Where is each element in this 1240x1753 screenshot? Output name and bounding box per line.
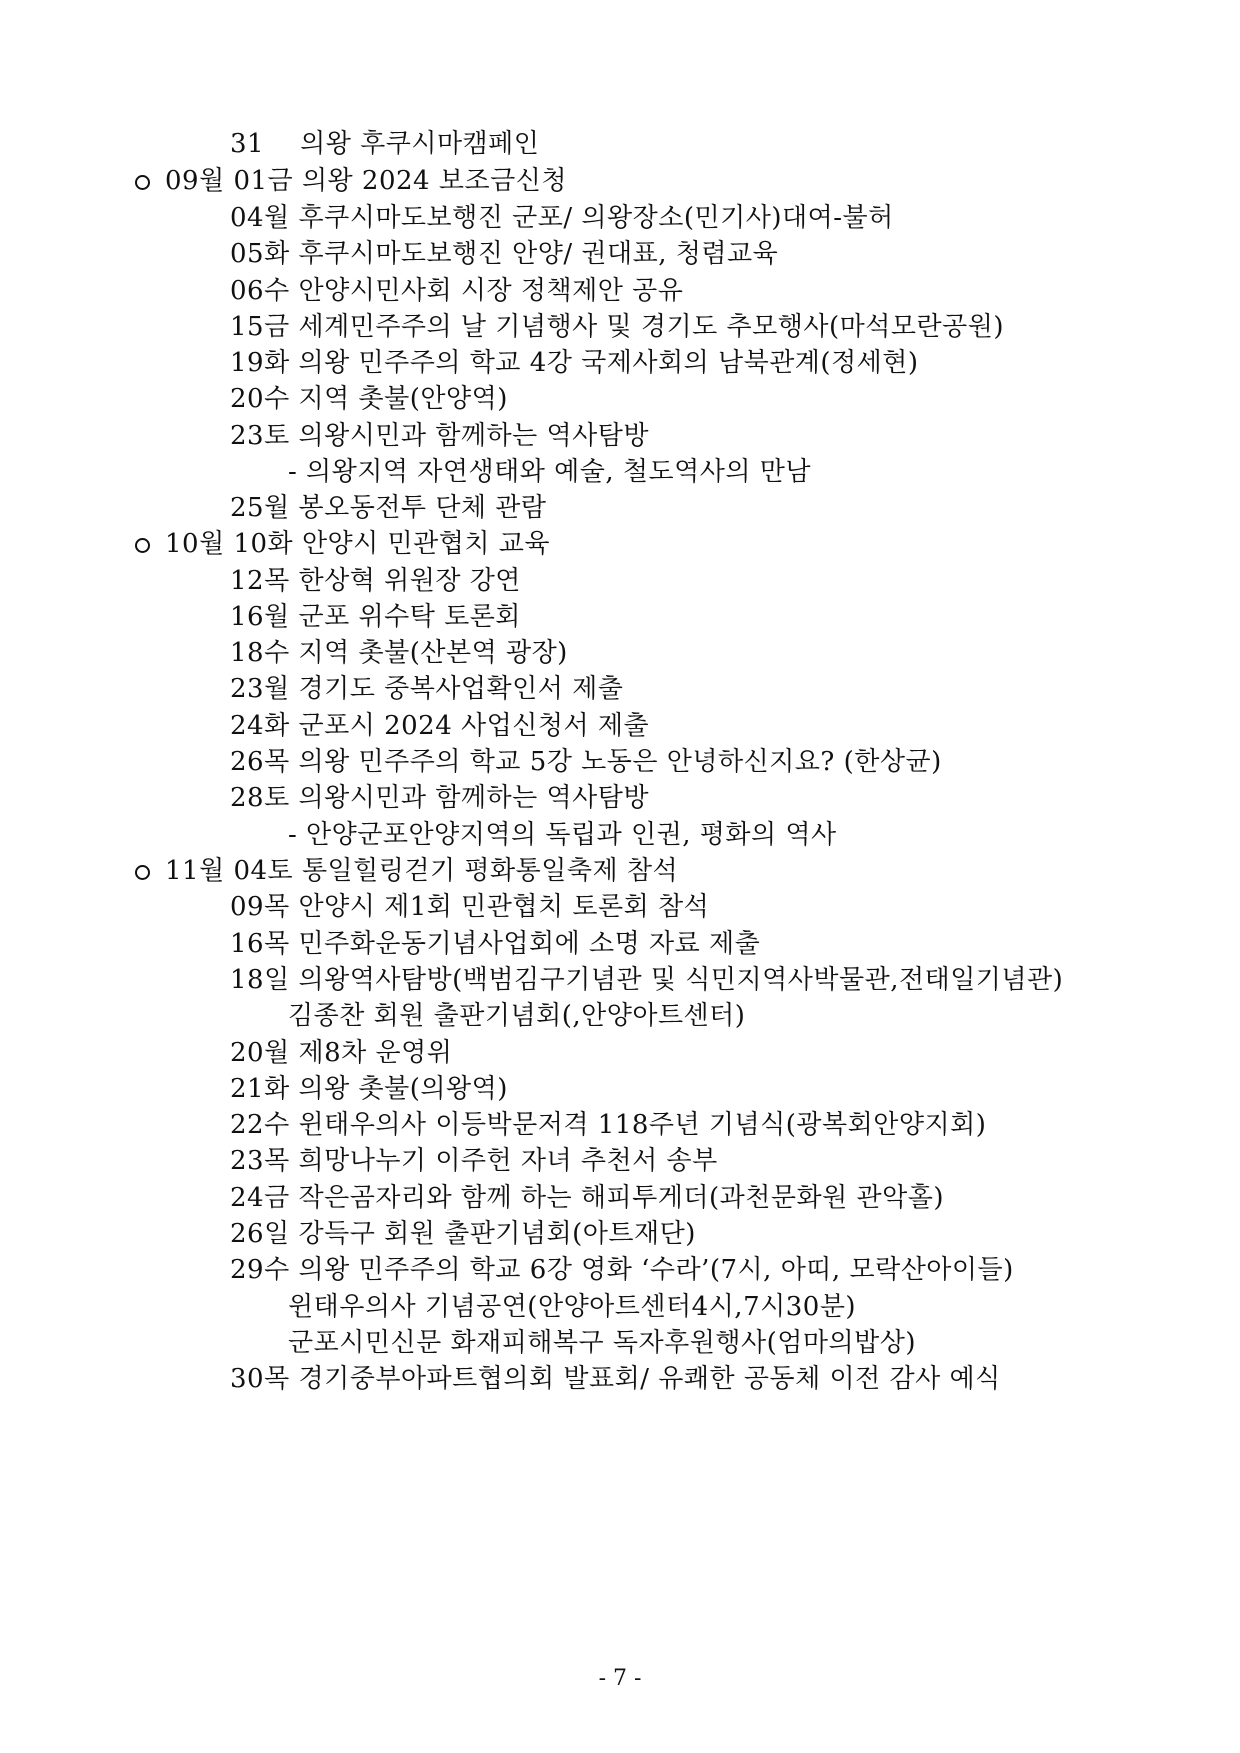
month-bullet-icon [135,865,150,880]
entry-day: 28토 [230,783,290,813]
entry-text: 군포 위수탁 토론회 [298,602,521,632]
month-heading-line [165,524,550,564]
entry-day: 23목 [230,1146,290,1176]
entry-text: 의왕역사탐방(백범김구기념관 및 식민지역사박물관,전태일기념관) [298,965,1064,995]
entry-day: 18수 [230,638,290,668]
entry-day: 04토 [233,856,294,886]
entry-day: 26일 [230,1219,290,1249]
entry-text: 안양시 민관협치 교육 [301,529,551,559]
entry-line [230,1033,452,1073]
entry-text: 군포시민신문 화재피해복구 독자후원행사(엄마의밥상) [288,1328,916,1358]
entry-day: 16월 [230,602,290,632]
entry-subline [288,996,745,1036]
entry-line [230,124,539,164]
entry-line [230,1178,944,1218]
entry-text: 의왕 민주주의 학교 4강 국제사회의 남북관계(정세현) [298,348,919,378]
entry-text: 지역 촛불(산본역 광장) [298,638,568,668]
entry-subline [288,452,811,492]
entry-subline [288,815,837,855]
entry-day: 18일 [230,965,290,995]
entry-line [230,960,1063,1000]
entry-subline [288,1287,856,1327]
entry-line [230,1069,508,1109]
entry-text: 군포시 2024 사업신청서 제출 [298,711,650,741]
entry-day: 23토 [230,421,290,451]
entry-line [230,924,760,964]
entry-day: 20수 [230,384,290,414]
entry-text: 윈태우의사 기념공연(안양아트센터4시,7시30분) [288,1292,857,1322]
entry-day: 19화 [230,348,290,378]
entry-day: 25월 [230,493,290,523]
month-heading-line [165,851,678,891]
entry-day: 26목 [230,747,290,777]
entry-day: 09목 [230,892,290,922]
entry-day: 22수 [230,1110,290,1140]
entry-text: 후쿠시마도보행진 안양/ 권대표, 청렴교육 [298,239,779,269]
entry-line [230,778,649,818]
entry-day: 21화 [230,1074,290,1104]
page-number: - 7 - [598,1666,642,1691]
entry-line [230,343,919,383]
entry-line [230,234,778,274]
entry-text: 통일힐링걷기 평화통일축제 참석 [301,856,679,886]
entry-day: 15금 [230,312,290,342]
entry-day: 01금 [233,166,294,196]
entry-line [230,1359,1001,1399]
entry-day: 24화 [230,711,290,741]
entry-day: 24금 [230,1183,290,1213]
entry-line [230,561,521,601]
entry-text: - 의왕지역 자연생태와 예술, 철도역사의 만남 [288,457,811,487]
entry-text: 의왕 민주주의 학교 5강 노동은 안녕하신지요? (한상균) [298,747,942,777]
entry-text: 강득구 회원 출판기념회(아트재단) [298,1219,696,1249]
month-bullet-icon [135,538,150,553]
entry-text: 안양시 제1회 민관협치 토론회 참석 [298,892,710,922]
entry-line [230,597,521,637]
entry-day: 12목 [230,566,290,596]
entry-text: 제8차 운영위 [298,1038,453,1068]
entry-day: 20월 [230,1038,290,1068]
month-label: 11월 [165,856,225,886]
month-bullet-icon [135,175,150,190]
entry-line [230,1214,696,1254]
entry-day: 16목 [230,929,290,959]
entry-line [230,669,623,709]
entry-text: 한상혁 위원장 강연 [298,566,521,596]
entry-text: 후쿠시마도보행진 군포/ 의왕장소(민기사)대여-불허 [298,203,894,233]
entry-line [230,887,709,927]
month-label: 10월 [165,529,225,559]
entry-day: 29수 [230,1255,290,1285]
entry-text: 봉오동전투 단체 관람 [298,493,547,523]
entry-line [230,271,683,311]
entry-text: 지역 촛불(안양역) [298,384,508,414]
entry-text: 작은곰자리와 함께 하는 해피투게더(과천문화원 관악홀) [298,1183,944,1213]
entry-line [230,307,1004,347]
entry-line [230,1105,986,1145]
entry-subline [288,1323,916,1363]
entry-line [230,742,942,782]
month-label: 09월 [165,166,225,196]
entry-day: 30목 [230,1364,290,1394]
month-heading-line [165,161,567,201]
entry-line [230,488,547,528]
entry-text: 의왕시민과 함께하는 역사탐방 [298,783,650,813]
entry-text: 의왕 2024 보조금신청 [301,166,567,196]
entry-day: 10화 [233,529,294,559]
entry-line [230,198,894,238]
entry-day: 04월 [230,203,290,233]
entry-text: 의왕 촛불(의왕역) [298,1074,508,1104]
entry-text: 안양시민사회 시장 정책제안 공유 [298,276,684,306]
entry-text: 세계민주주의 날 기념행사 및 경기도 추모행사(마석모란공원) [298,312,1004,342]
entry-text: 희망나누기 이주헌 자녀 추천서 송부 [298,1146,718,1176]
entry-text: 민주화운동기념사업회에 소명 자료 제출 [298,929,761,959]
entry-line [230,416,649,456]
entry-text: 의왕 민주주의 학교 6강 영화 ‘수라’(7시, 아띠, 모락산아이들) [298,1255,1014,1285]
entry-line [230,379,508,419]
entry-text: 윈태우의사 이등박문저격 118주년 기념식(광복회안양지회) [298,1110,987,1140]
entry-line [230,1250,1014,1290]
entry-text: 경기도 중복사업확인서 제출 [298,674,624,704]
entry-text: - 안양군포안양지역의 독립과 인권, 평화의 역사 [288,820,837,850]
entry-line [230,706,649,746]
entry-line [230,633,568,673]
entry-text: 김종찬 회원 출판기념회(,안양아트센터) [288,1001,746,1031]
entry-day: 06수 [230,276,290,306]
entry-text: 의왕 후쿠시마캠페인 [300,129,540,159]
entry-line [230,1141,718,1181]
entry-text: 경기중부아파트협의회 발표회/ 유쾌한 공동체 이전 감사 예식 [298,1364,1001,1394]
entry-day: 31 [230,129,265,159]
entry-text: 의왕시민과 함께하는 역사탐방 [298,421,650,451]
entry-day: 23월 [230,674,290,704]
entry-day: 05화 [230,239,290,269]
